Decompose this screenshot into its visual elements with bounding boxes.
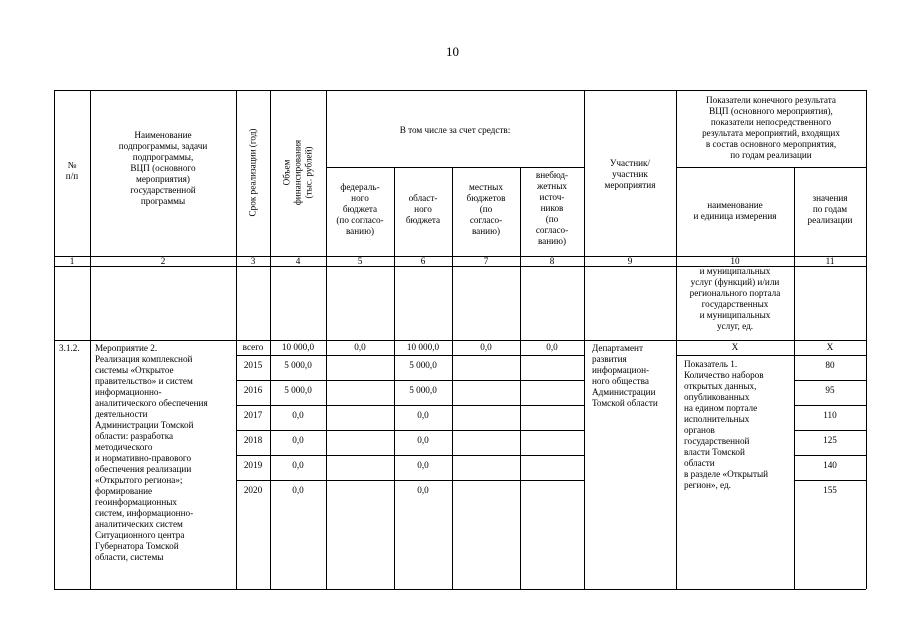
row-indicator-name-line: регион», ед. (684, 480, 731, 490)
row-name-line: области: разработка (95, 431, 174, 441)
header-regional-line: бюджета (405, 215, 441, 225)
row-name-line: деятельности (95, 409, 148, 419)
carry-over-indicator-line: государственных (701, 299, 769, 309)
header-local-line: согласо- (469, 215, 503, 225)
header-participant-line: участник (612, 169, 648, 179)
header-indicators-group-line: результата мероприятий, входящих (702, 128, 840, 138)
header-name-line: Наименование (134, 130, 192, 140)
year-row-line (236, 430, 584, 431)
header-local-line: бюджетов (466, 193, 506, 203)
carry-over-indicator-line: и муниципальных (699, 310, 771, 320)
regional-funding: 0,0 (417, 410, 429, 420)
header-indicator-values-line: значения (812, 193, 848, 203)
indicators-group-separator (676, 167, 866, 168)
header-federal-line: бюджета (342, 204, 378, 214)
row-indicator-name-line: области (684, 458, 715, 468)
year-row-line (236, 380, 584, 381)
header-indicators-group (676, 95, 866, 161)
row-indicator-name (684, 359, 794, 491)
carry-over-indicator (676, 266, 794, 332)
regional-funding: 0,0 (417, 435, 429, 445)
header-funding-line: Объем (281, 159, 292, 186)
header-name-line: ВЦП (основного (130, 163, 196, 173)
column-number-7: 7 (483, 256, 489, 266)
header-name-line: мероприятия) (136, 174, 190, 184)
header-indicators-group-line: показатели непосредственного (710, 117, 832, 127)
indicator-total-mark: Х (731, 342, 739, 352)
carry-over-indicator-line: регионального портала (689, 288, 781, 298)
header-regional-line: област- (408, 193, 438, 203)
column-number-5: 5 (357, 256, 363, 266)
value-row-line (794, 405, 866, 406)
total-funding: 0,0 (292, 460, 304, 470)
total-funding: 0,0 (292, 485, 304, 495)
column-number-1: 1 (69, 256, 75, 266)
header-sources-group: В том числе за счет средств: (399, 125, 511, 135)
row-indicator-name-line: Количество наборов (684, 370, 764, 380)
header-indicator-name-line: и единица измерения (693, 211, 777, 221)
row-indicator-name-line: на едином портале (684, 403, 758, 413)
regional-funding: 0,0 (417, 460, 429, 470)
column-number-9: 9 (627, 256, 633, 266)
total-funding: 0,0 (292, 410, 304, 420)
indicator-value: 140 (823, 460, 837, 470)
year-label: всего (242, 342, 264, 352)
row-name (95, 343, 236, 563)
regional-funding: 0,0 (417, 485, 429, 495)
year-label: 2016 (243, 385, 263, 395)
row-name-line: Губернатора Томской (95, 541, 179, 551)
header-name-line: государственной (130, 185, 196, 195)
indicator-value: 125 (823, 435, 837, 445)
column-number-4: 4 (295, 256, 301, 266)
row-name-line: «Открытого региона»; (95, 475, 183, 485)
value-row-line (794, 480, 866, 481)
page-number: 10 (446, 44, 459, 59)
row-participant-line: информацион- (592, 365, 650, 375)
header-indicators-group-line: в состав основного мероприятия, (705, 139, 837, 149)
header-extrabudget-line: ванию) (537, 236, 567, 246)
header-local (452, 182, 520, 237)
header-name (90, 130, 236, 207)
regional-funding: 10 000,0 (406, 342, 440, 352)
column-number-3: 3 (250, 256, 256, 266)
row-indicator-name-line: органов (684, 425, 715, 435)
header-federal (326, 182, 394, 237)
row-indicator-name-line: власти Томской (684, 447, 745, 457)
row-indicator-name-line: опубликованных (684, 392, 750, 402)
row-participant-line: Департамент (592, 343, 643, 353)
total-funding: 5 000,0 (284, 360, 312, 370)
indicator-value: 155 (823, 485, 837, 495)
column-border-5 (394, 167, 395, 589)
row-participant-line: Томской области (592, 398, 658, 408)
table-top-border (54, 90, 866, 91)
header-extrabudget-line: внебюд- (535, 170, 569, 180)
row-indicator-name-line: открытых данных, (684, 381, 757, 391)
row-name-line: и нормативно-правового (95, 453, 192, 463)
extrabudget-funding: 0,0 (546, 342, 558, 352)
row-name-line: Мероприятие 2. (95, 343, 158, 353)
header-participant-line: мероприятия (604, 180, 656, 190)
row-name-line: систем, информационно- (95, 508, 194, 518)
row-name-line: методического (95, 442, 153, 452)
row-indicator-name-line: исполнительных (684, 414, 750, 424)
header-name-line: программы (140, 196, 186, 206)
total-funding: 10 000,0 (281, 342, 315, 352)
header-participant (584, 158, 676, 191)
header-extrabudget-line: жетных (536, 181, 567, 191)
column-border-10 (794, 167, 795, 589)
local-funding: 0,0 (480, 342, 492, 352)
row-name-line: правительство» и систем (95, 376, 193, 386)
row-participant-line: ного общества (592, 376, 649, 386)
year-label: 2015 (243, 360, 263, 370)
row-name-line: области, системы (95, 552, 164, 562)
row-name-line: аналитического обеспечения (95, 398, 208, 408)
row-indicator-name-line: государственной (684, 436, 750, 446)
header-indicator-name-line: наименование (707, 200, 763, 210)
carry-over-indicator-line: услуг (функций) и/или (690, 277, 780, 287)
header-participant-line: Участник/ (609, 158, 651, 168)
header-indicators-group-line: ВЦП (основного мероприятия), (709, 106, 833, 116)
year-label: 2020 (243, 485, 263, 495)
header-extrabudget-line: источ- (539, 192, 565, 202)
column-number-6: 6 (420, 256, 426, 266)
column-number-10: 10 (730, 256, 740, 266)
header-indicator-values-line: реализации (807, 215, 853, 225)
column-number-8: 8 (549, 256, 555, 266)
total-funding: 5 000,0 (284, 385, 312, 395)
indicator-value: Х (826, 342, 834, 352)
carry-over-row-bottom (54, 340, 866, 341)
header-period: Срок реализации (год) (247, 128, 258, 217)
row-name-line: обеспечения реализации (95, 464, 192, 474)
table-bottom-border (54, 589, 866, 590)
year-row-line (236, 405, 584, 406)
row-name-line: Администрации Томской (95, 420, 194, 430)
header-federal-line: ванию) (345, 226, 375, 236)
row-name-line: геоинформационных (95, 497, 178, 507)
header-number (54, 160, 90, 182)
header-indicators-group-line: Показатели конечного результата (706, 95, 836, 105)
column-border-11 (866, 90, 867, 589)
carry-over-indicator-line: и муниципальных (699, 266, 771, 276)
federal-funding: 0,0 (354, 342, 366, 352)
row-participant-line: Администрации (592, 387, 656, 397)
header-indicator-name (676, 200, 794, 222)
header-extrabudget (520, 170, 584, 247)
row-name-line: Ситуационного центра (95, 530, 185, 540)
row-name-line: формирование (95, 486, 153, 496)
header-extrabudget-line: согласо- (535, 225, 569, 235)
header-indicator-values-line: по годам (812, 204, 848, 214)
header-extrabudget-line: (по (545, 214, 559, 224)
header-federal-line: ного (351, 193, 369, 203)
row-name-line: Реализация комплексной (95, 354, 193, 364)
row-name-line: аналитических систем (95, 519, 183, 529)
header-funding-line: финансирования (292, 139, 303, 206)
value-row-line (794, 380, 866, 381)
row-name-line: информационно- (95, 387, 162, 397)
header-name-line: подпрограммы, задачи (118, 141, 208, 151)
total-funding: 0,0 (292, 435, 304, 445)
value-row-line (794, 455, 866, 456)
header-local-line: (по (479, 204, 493, 214)
year-label: 2018 (243, 435, 263, 445)
carry-over-indicator-line: услуг, ед. (716, 321, 754, 331)
year-row-line (236, 455, 584, 456)
header-local-line: ванию) (471, 226, 501, 236)
header-funding (282, 103, 315, 243)
header-funding-line: (тыс. рублей) (303, 146, 314, 199)
header-number-line: п/п (65, 171, 79, 181)
indicator-total-row-line (676, 355, 866, 356)
row-number: 3.1.2. (59, 343, 80, 353)
row-indicator-name-line: в разделе «Открытый (684, 469, 769, 479)
year-label: 2017 (243, 410, 263, 420)
header-regional-line: ного (414, 204, 432, 214)
header-extrabudget-line: ников (540, 203, 564, 213)
header-regional (394, 193, 452, 226)
header-local-line: местных (469, 182, 503, 192)
year-label: 2019 (243, 460, 263, 470)
header-indicator-values (794, 193, 866, 226)
sources-group-separator (326, 167, 584, 168)
row-participant-line: развития (592, 354, 627, 364)
row-indicator-name-line: Показатель 1. (684, 359, 738, 369)
header-federal-line: федераль- (340, 182, 380, 192)
value-row-line (794, 430, 866, 431)
column-number-11: 11 (825, 256, 835, 266)
row-participant (592, 343, 676, 409)
year-row-line (236, 355, 584, 356)
indicator-value: 80 (825, 360, 835, 370)
header-federal-line: (по согласо- (336, 215, 384, 225)
column-number-2: 2 (160, 256, 166, 266)
header-indicators-group-line: по годам реализации (730, 150, 812, 160)
regional-funding: 5 000,0 (409, 385, 437, 395)
regional-funding: 5 000,0 (409, 360, 437, 370)
header-name-line: подпрограммы, (132, 152, 194, 162)
indicator-value: 95 (825, 385, 835, 395)
header-number-line: № (67, 160, 77, 170)
indicator-value: 110 (823, 410, 837, 420)
year-row-line (236, 480, 584, 481)
row-name-line: системы «Открытое (95, 365, 174, 375)
